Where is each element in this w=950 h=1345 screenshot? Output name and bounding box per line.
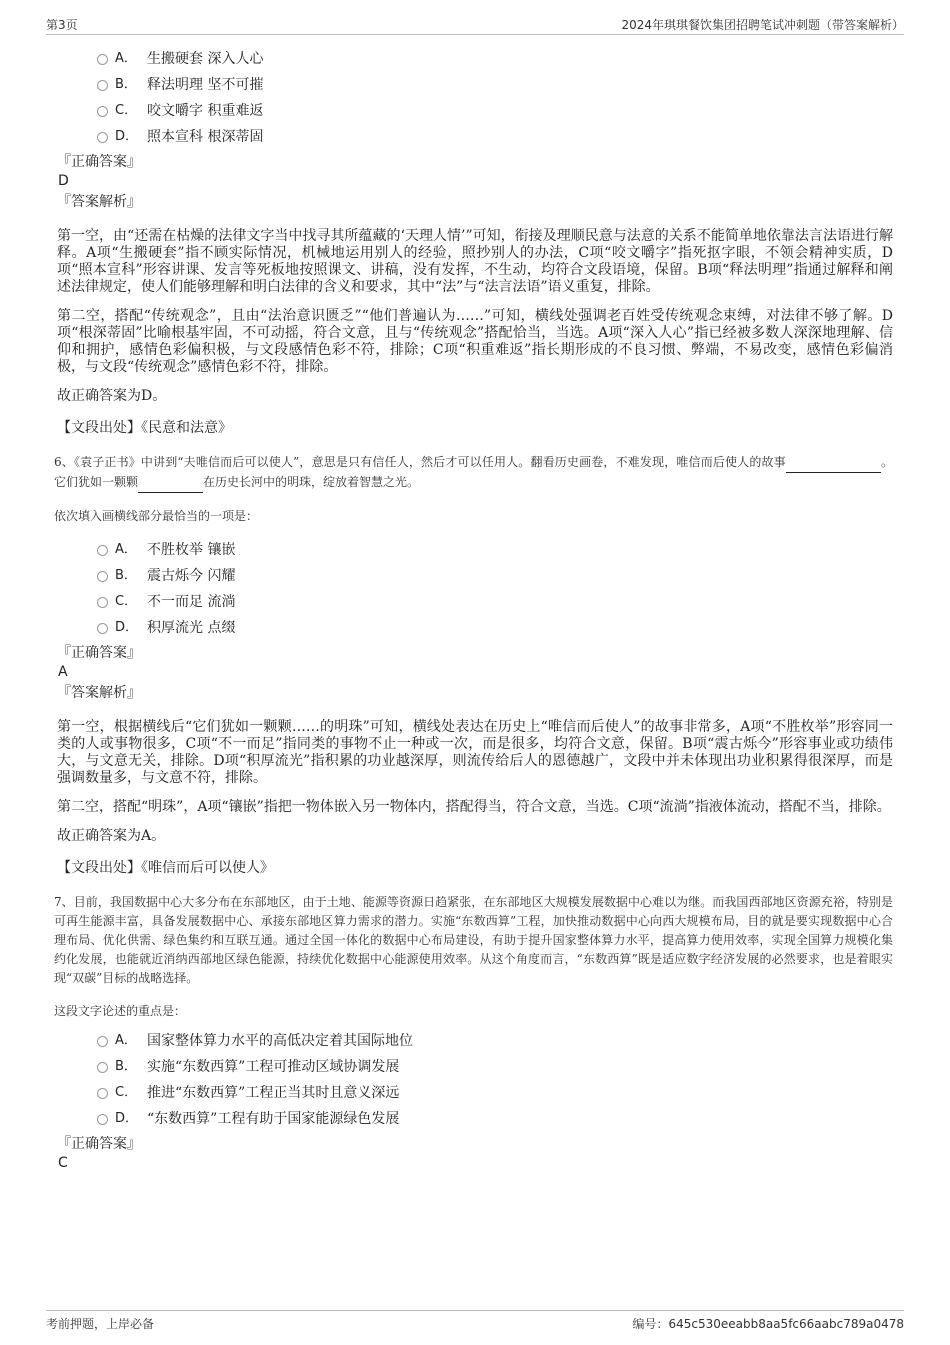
option-text: 照本宣科 根深蒂固 xyxy=(147,129,264,145)
option-text: 国家整体算力水平的高低决定着其国际地位 xyxy=(147,1033,413,1049)
radio-button-icon[interactable] xyxy=(97,1036,108,1047)
conclusion: 故正确答案为A。 xyxy=(57,828,166,844)
option-text: 震古烁今 闪耀 xyxy=(147,568,236,584)
radio-button-icon[interactable] xyxy=(97,132,108,143)
conclusion: 故正确答案为D。 xyxy=(57,388,167,404)
radio-button-icon[interactable] xyxy=(97,545,108,556)
page-footer xyxy=(46,1310,904,1335)
option-text: 释法明理 坚不可摧 xyxy=(147,77,264,93)
analysis-paragraph: 第一空，由“还需在枯燥的法律文字当中找寻其所蕴藏的‘天理人情’”可知，衔接及理顺民意与法意的关系不能简单地依靠法言法语进行解释。A项“生搬硬套”指不顾实际情况，机械地运用别人的经验，照抄别人的办法，C项“咬文嚼字”指死抠字眼，不领会精神实质，D项“照本宣科”形容讲课、发言等死板地按照课文、讲稿，没有发挥，不生动，均符合文段语境，保留。B项“释法明理”指通过解释和阐述法律规定，使人们能够理解和明白法律的含义和要求，其中“法”与“法言法语”语义重复，排除。 xyxy=(57,228,893,295)
question-prompt: 这段文字论述的重点是： xyxy=(54,1004,187,1018)
q5-option-d[interactable] xyxy=(97,124,893,150)
q7-options xyxy=(57,1028,893,1132)
page-number: 第3页 xyxy=(46,18,78,32)
q5-option-a[interactable] xyxy=(97,46,893,72)
document-code xyxy=(632,1315,904,1332)
q5-option-b[interactable] xyxy=(97,72,893,98)
option-text: 不一而足 流淌 xyxy=(147,594,236,610)
radio-button-icon[interactable] xyxy=(97,597,108,608)
option-letter: B． xyxy=(115,77,137,92)
option-letter: C． xyxy=(115,103,138,118)
option-letter: B． xyxy=(115,568,137,583)
option-letter: D． xyxy=(115,620,139,635)
question-prompt: 依次填入画横线部分最恰当的一项是： xyxy=(54,509,259,523)
radio-button-icon[interactable] xyxy=(97,571,108,582)
q5-option-c[interactable] xyxy=(97,98,893,124)
fill-blank xyxy=(138,473,203,493)
correct-answer: A xyxy=(58,664,68,680)
source-citation: 【文段出处】《民意和法意》 xyxy=(57,420,232,436)
stem-part: 。它们犹如一颗颗 xyxy=(54,455,893,489)
q6-option-a[interactable] xyxy=(97,537,893,563)
option-letter: B． xyxy=(115,1059,137,1074)
option-letter: D． xyxy=(115,129,139,144)
option-text: 不胜枚举 镶嵌 xyxy=(147,542,236,558)
radio-button-icon[interactable] xyxy=(97,80,108,91)
code-value: 645c530eeabb8aa5fc66aabc789a0478 xyxy=(668,1317,904,1331)
document-title: 2024年琪琪餐饮集团招聘笔试冲刺题（带答案解析） xyxy=(621,18,904,32)
option-letter: C． xyxy=(115,594,138,609)
option-letter: D． xyxy=(115,1111,139,1126)
page-header xyxy=(46,14,904,35)
page-content xyxy=(54,40,893,1172)
option-letter: A． xyxy=(115,1033,137,1048)
option-letter: C． xyxy=(115,1085,138,1100)
option-text: 推进“东数西算”工程正当其时且意义深远 xyxy=(147,1085,400,1101)
answer-tag: 『正确答案』 xyxy=(57,1136,141,1152)
question-stem: 7、目前，我国数据中心大多分布在东部地区，由于土地、能源等资源日趋紧张，在东部地区大规模发展数据中心难以为继。而我国西部地区资源充裕，特别是可再生能源丰富，具备发展数据中心、承接东部地区算力需求的潜力。实施“东数西算”工程，加快推动数据中心向西大规模布局，目的就是要实现数据中心合理布局、优化供需、绿色集约和互联互通。通过全国一体化的数据中心布局建设，有助于提升国家整体算力水平，提高算力使用效率，实现全国算力规模化集约化发展，也能就近消纳西部地区绿色能源，持续优化数据中心能源使用效率。从这个角度而言，“东数西算”既是适应数字经济发展的必然要求，也是着眼实现“双碳”目标的战略选择。 xyxy=(54,895,893,985)
analysis-tag: 『答案解析』 xyxy=(57,685,141,701)
radio-button-icon[interactable] xyxy=(97,1062,108,1073)
q7-option-a[interactable] xyxy=(97,1028,893,1054)
stem-part: 在历史长河中的明珠，绽放着智慧之光。 xyxy=(203,475,420,489)
option-text: 实施“东数西算”工程可推动区域协调发展 xyxy=(147,1059,400,1075)
q6-options xyxy=(57,537,893,641)
option-letter: A． xyxy=(115,51,137,66)
answer-tag: 『正确答案』 xyxy=(57,645,141,661)
footer-slogan: 考前押题，上岸必备 xyxy=(46,1317,155,1331)
analysis-paragraph: 第二空，搭配“传统观念”，且由“法治意识匮乏”“他们普遍认为……”可知，横线处强调老百姓受传统观念束缚，对法律不够了解。D项“根深蒂固”比喻根基牢固，不可动摇，符合文意，且与“传统观念”搭配恰当，当选。A项“深入人心”指已经被多数人深深地理解、信仰和拥护，感情色彩偏积极，与文段感情色彩不符，排除；C项“积重难返”指长期形成的不良习惯、弊端，不易改变，感情色彩偏消极，与文段“传统观念”感情色彩不符，排除。 xyxy=(57,308,893,375)
q5-options xyxy=(57,46,893,150)
q6-option-c[interactable] xyxy=(97,589,893,615)
analysis-paragraph: 第一空，根据横线后“它们犹如一颗颗……的明珠”可知，横线处表达在历史上“唯信而后使人”的故事非常多，A项“不胜枚举”形容同一类的人或事物很多，C项“不一而足”指同类的事物不止一种或一次，而是很多，均符合文意，保留。B项“震古烁今”形容事业或功绩伟大，与文意无关，排除。D项“积厚流光”指积累的功业越深厚，则流传给后人的恩德越广，文段中并未体现出功业积累得很深厚，而是强调数量多，与文意不符，排除。 xyxy=(57,719,893,786)
option-text: 咬文嚼字 积重难返 xyxy=(147,103,264,119)
analysis-tag: 『答案解析』 xyxy=(57,194,141,210)
q7-option-d[interactable] xyxy=(97,1106,893,1132)
radio-button-icon[interactable] xyxy=(97,623,108,634)
radio-button-icon[interactable] xyxy=(97,106,108,117)
code-label: 编号： xyxy=(632,1317,669,1331)
stem-part: 6、《袁子正书》中讲到“夫唯信而后可以使人”，意思是只有信任人，然后才可以任用人。翻看历史画卷，不难发现，唯信而后使人的故事 xyxy=(54,455,786,469)
option-text: “东数西算”工程有助于国家能源绿色发展 xyxy=(147,1111,400,1127)
question-stem xyxy=(54,453,893,493)
answer-tag: 『正确答案』 xyxy=(57,154,141,170)
fill-blank xyxy=(786,453,881,473)
q7-option-c[interactable] xyxy=(97,1080,893,1106)
analysis-paragraph: 第二空，搭配“明珠”，A项“镶嵌”指把一物体嵌入另一物体内，搭配得当，符合文意，当选。C项“流淌”指液体流动，搭配不当，排除。 xyxy=(57,799,891,815)
radio-button-icon[interactable] xyxy=(97,1114,108,1125)
q7-option-b[interactable] xyxy=(97,1054,893,1080)
option-text: 积厚流光 点缀 xyxy=(147,620,236,636)
option-text: 生搬硬套 深入人心 xyxy=(147,51,264,67)
option-letter: A． xyxy=(115,542,137,557)
correct-answer: D xyxy=(58,173,69,189)
correct-answer: C xyxy=(58,1155,68,1171)
radio-button-icon[interactable] xyxy=(97,54,108,65)
radio-button-icon[interactable] xyxy=(97,1088,108,1099)
q6-option-d[interactable] xyxy=(97,615,893,641)
q6-option-b[interactable] xyxy=(97,563,893,589)
source-citation: 【文段出处】《唯信而后可以使人》 xyxy=(57,860,274,876)
